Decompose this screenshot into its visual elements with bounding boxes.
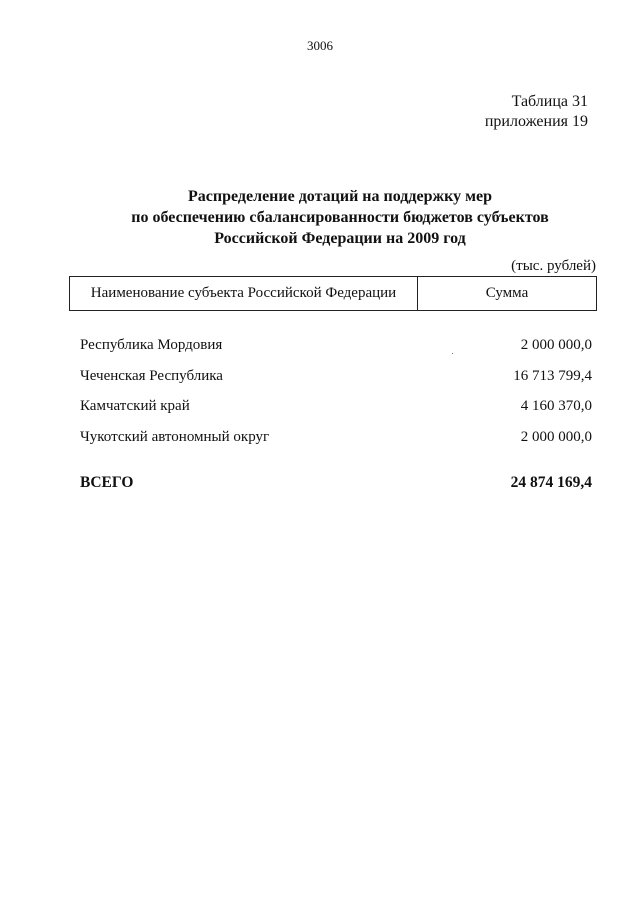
- row-sum: 4 160 370,0: [520, 398, 592, 414]
- document-title-line-3: Российской Федерации на 2009 год: [214, 230, 466, 247]
- document-title: [40, 186, 640, 249]
- document-title-line-1: Распределение дотаций на поддержку мер: [188, 188, 492, 205]
- unit-note: (тыс. рублей): [511, 258, 596, 274]
- row-sum: 2 000 000,0: [520, 337, 592, 353]
- table-header: [69, 276, 597, 311]
- table-row: [80, 429, 592, 460]
- table-row: [80, 368, 592, 399]
- total-sum: 24 874 169,4: [510, 474, 592, 491]
- table-reference: [485, 92, 588, 132]
- row-region-name: Республика Мордовия: [80, 337, 223, 353]
- table-reference-appendix: приложения 19: [484, 113, 588, 130]
- column-header-name: Наименование субъекта Российской Федерации: [70, 277, 418, 310]
- row-region-name: Чукотский автономный округ: [80, 428, 270, 445]
- table-reference-number: Таблица 31: [511, 93, 588, 110]
- total-row: [80, 474, 592, 492]
- row-sum: 16 713 799,4: [513, 367, 592, 384]
- table-body: [80, 337, 592, 459]
- column-header-sum: Сумма: [485, 285, 529, 301]
- table-row: [80, 398, 592, 429]
- total-label: ВСЕГО: [80, 474, 134, 491]
- row-region-name: Чеченская Республика: [80, 367, 223, 384]
- table-row: [80, 337, 592, 368]
- page-number: 3006: [307, 38, 333, 53]
- document-title-line-2: по обеспечению сбалансированности бюджетов субъектов: [131, 209, 549, 226]
- row-sum: 2 000 000,0: [520, 428, 592, 445]
- row-region-name: Камчатский край: [80, 398, 190, 414]
